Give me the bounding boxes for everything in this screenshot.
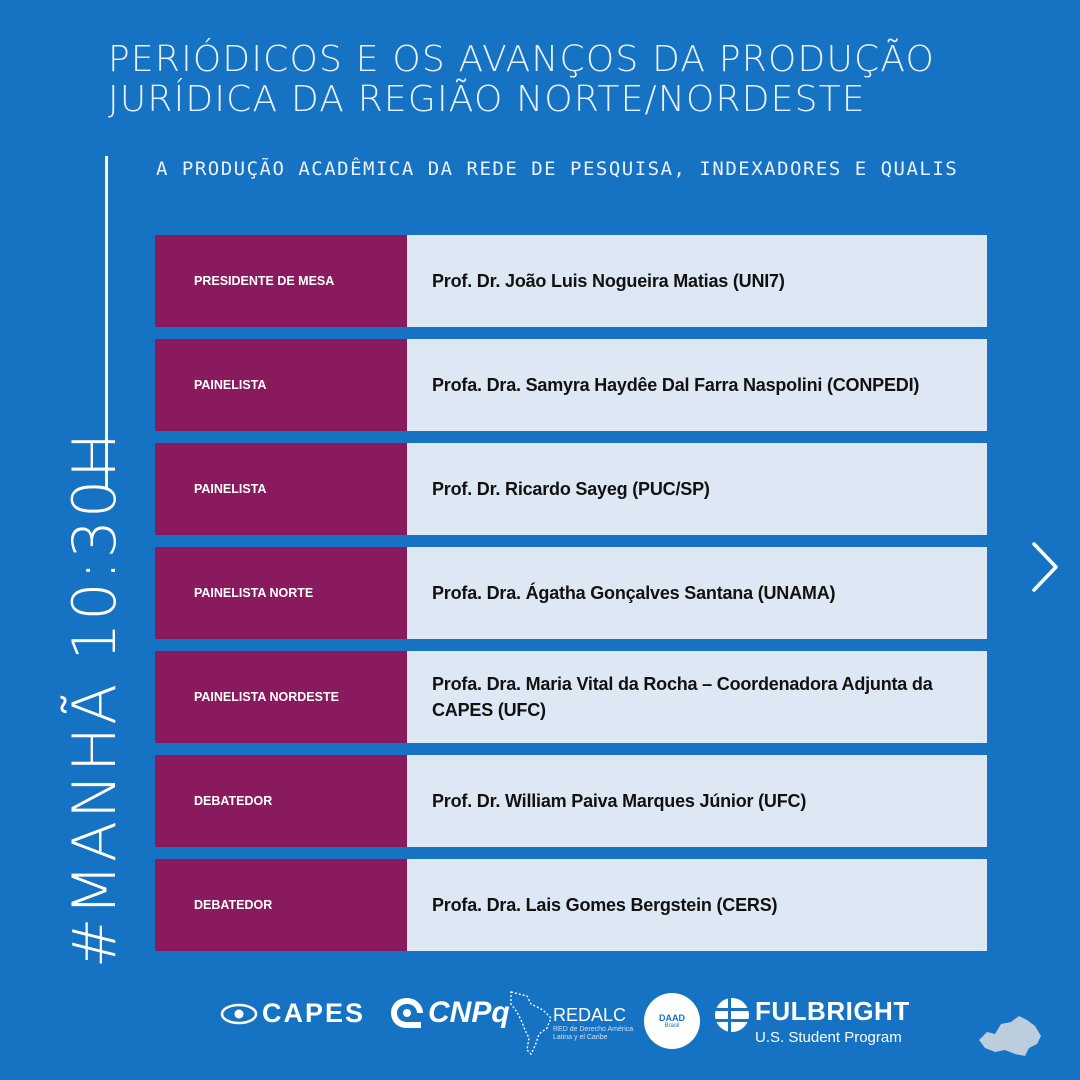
latin-america-map-icon (507, 990, 557, 1056)
speaker-table (155, 235, 987, 963)
session-time-tag: #MANHÃ 10:30H (60, 430, 130, 968)
globe-icon (713, 996, 751, 1034)
fulbright-logo-text: FULBRIGHT (755, 996, 910, 1026)
redalc-subtitle: RED de Derecho América (553, 1025, 634, 1033)
speaker-row (155, 651, 987, 743)
capes-eye-icon (220, 1002, 258, 1026)
speaker-role: DEBATEDOR (155, 755, 407, 847)
daad-subtitle: Brasil (664, 1023, 680, 1029)
title-line-1: PERIÓDICOS E OS AVANÇOS DA PRODUÇÃO (108, 39, 936, 80)
cnpq-logo (388, 995, 510, 1031)
cnpq-logo-text: CNPq (428, 996, 510, 1029)
speaker-row (155, 547, 987, 639)
fulbright-subtitle: U.S. Student Program (755, 1029, 902, 1046)
speaker-name: Profa. Dra. Maria Vital da Rocha – Coordenadora Adjunta da CAPES (UFC) (407, 651, 987, 743)
speaker-role: PAINELISTA (155, 339, 407, 431)
chevron-right-icon[interactable] (1028, 540, 1062, 594)
speaker-role: PRESIDENTE DE MESA (155, 235, 407, 327)
capes-logo-text: CAPES (262, 998, 366, 1028)
speaker-name: Prof. Dr. William Paiva Marques Júnior (UFC) (407, 755, 987, 847)
speaker-role: PAINELISTA NORTE (155, 547, 407, 639)
map-icon (975, 1010, 1045, 1060)
sponsor-logos (220, 990, 940, 1060)
speaker-name: Profa. Dra. Ágatha Gonçalves Santana (UNAMA) (407, 547, 987, 639)
title-line-2: JURÍDICA DA REGIÃO NORTE/NORDESTE (108, 79, 866, 120)
speaker-row (155, 339, 987, 431)
cnpq-emblem-icon (388, 995, 426, 1031)
page-title (108, 40, 968, 120)
daad-logo-text: DAAD (659, 1013, 685, 1023)
redalc-subtitle: Latina y el Caribe (553, 1033, 608, 1041)
page-subtitle: A PRODUÇÃO ACADÊMICA DA REDE DE PESQUISA, INDEXADORES E QUALIS (156, 158, 959, 180)
speaker-row (155, 443, 987, 535)
redalc-logo-text: REDALC (553, 1004, 627, 1025)
speaker-name: Profa. Dra. Samyra Haydêe Dal Farra Naspolini (CONPEDI) (407, 339, 987, 431)
redalc-logo (507, 990, 633, 1056)
speaker-name: Prof. Dr. João Luis Nogueira Matias (UNI7) (407, 235, 987, 327)
speaker-name: Profa. Dra. Lais Gomes Bergstein (CERS) (407, 859, 987, 951)
speaker-name: Prof. Dr. Ricardo Sayeg (PUC/SP) (407, 443, 987, 535)
speaker-row (155, 859, 987, 951)
capes-logo (220, 998, 365, 1029)
speaker-row (155, 235, 987, 327)
fulbright-logo (713, 996, 910, 1046)
daad-logo (644, 993, 700, 1049)
speaker-role: PAINELISTA NORDESTE (155, 651, 407, 743)
speaker-role: PAINELISTA (155, 443, 407, 535)
speaker-role: DEBATEDOR (155, 859, 407, 951)
speaker-row (155, 755, 987, 847)
